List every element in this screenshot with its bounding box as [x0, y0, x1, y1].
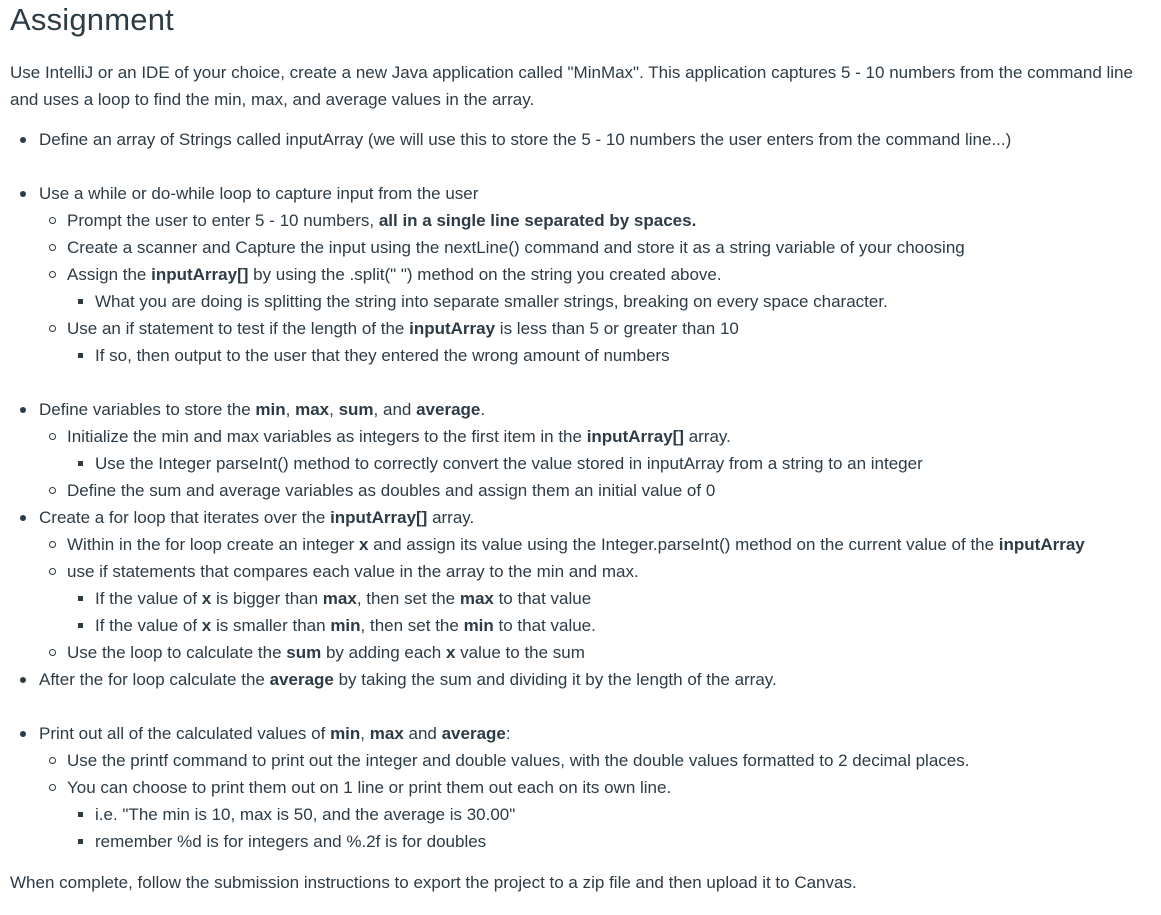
step-list — [10, 720, 1151, 855]
sub-list — [39, 207, 1151, 369]
bullet-icon — [49, 649, 56, 656]
list-item: Print out all of the calculated values of min, max and average: Use the printf command to print out the integer and double values, with the double values formatted to 2 decimal places. You can choose to print them out on 1 line or print them out each on its own line. i.e. "The min is 10, max is 50, and the average is 30.00" remember %d is for integers and %.2f is for doubles — [10, 720, 1151, 855]
list-item: use if statements that compares each value in the array to the min and max. If the value of x is bigger than max, then set the max to that value If the value of x is smaller than min, then set the min to that value. — [39, 558, 1151, 639]
outro-paragraph: When complete, follow the submission instructions to export the project to a zip file and then upload it to Canvas. — [10, 873, 857, 892]
list-item: Create a scanner and Capture the input using the nextLine() command and store it as a string variable of your choosing — [39, 234, 1151, 261]
bullet-icon — [20, 407, 26, 413]
list-item: Define the sum and average variables as doubles and assign them an initial value of 0 — [39, 477, 1151, 504]
list-item: What you are doing is splitting the string into separate smaller strings, breaking on every space character. — [67, 288, 1151, 315]
bullet-icon — [49, 568, 56, 575]
list-item: If the value of x is smaller than min, then set the min to that value. — [67, 612, 1151, 639]
list-item: Use the Integer parseInt() method to correctly convert the value stored in inputArray from a string to an integer — [67, 450, 1151, 477]
list-item: After the for loop calculate the average by taking the sum and dividing it by the length of the array. — [10, 666, 1151, 693]
step-list — [10, 396, 1151, 693]
list-item: If the value of x is bigger than max, then set the max to that value — [67, 585, 1151, 612]
sub-list — [39, 531, 1151, 666]
list-item: Create a for loop that iterates over the inputArray[] array. Within in the for loop create an integer x and assign its value using the Integer.parseInt() method on the current value of the inputArray use if statements that compares each value in the array to the min and max. If the value of x is bigger than max, then set the max to that value If the value of x is smaller than min, then set the min to that value. Use the loop to calculate the sum by adding each x value to the sum — [10, 504, 1151, 666]
sub-list — [67, 801, 1151, 855]
sub-list — [67, 342, 1151, 369]
bullet-icon — [78, 623, 83, 628]
list-item: Use an if statement to test if the length of the inputArray is less than 5 or greater than 10 If so, then output to the user that they entered the wrong amount of numbers — [39, 315, 1151, 369]
page-title: Assignment — [10, 2, 174, 37]
step-list — [10, 126, 1151, 153]
list-item: If so, then output to the user that they entered the wrong amount of numbers — [67, 342, 1151, 369]
bullet-icon — [49, 541, 56, 548]
bullet-icon — [49, 784, 56, 791]
bullet-icon — [78, 839, 83, 844]
list-item: Use the printf command to print out the integer and double values, with the double values formatted to 2 decimal places. — [39, 747, 1151, 774]
sub-list — [67, 450, 1151, 477]
bullet-icon — [20, 677, 26, 683]
bullet-icon — [78, 299, 83, 304]
bullet-icon — [20, 137, 26, 143]
list-item: Within in the for loop create an integer x and assign its value using the Integer.parseInt() method on the current value of the inputArray — [39, 531, 1151, 558]
list-item: i.e. "The min is 10, max is 50, and the average is 30.00" — [67, 801, 1151, 828]
bullet-icon — [49, 325, 56, 332]
bullet-icon — [49, 271, 56, 278]
list-item: Define variables to store the min, max, sum, and average. Initialize the min and max variables as integers to the first item in the inputArray[] array. Use the Integer parseInt() method to correctly convert the value stored in inputArray from a string to an integer Define the sum and average variables as doubles and assign them an initial value of 0 — [10, 396, 1151, 504]
list-item: Define an array of Strings called inputArray (we will use this to store the 5 - 10 numbers the user enters from the command line...) — [10, 126, 1151, 153]
bullet-icon — [20, 731, 26, 737]
bullet-icon — [20, 515, 26, 521]
sub-list — [39, 747, 1151, 855]
list-item: Use the loop to calculate the sum by adding each x value to the sum — [39, 639, 1151, 666]
bullet-icon — [20, 191, 26, 197]
sub-list — [67, 585, 1151, 639]
sub-list — [39, 423, 1151, 504]
bullet-icon — [78, 596, 83, 601]
sub-list — [67, 288, 1151, 315]
list-item: remember %d is for integers and %.2f is for doubles — [67, 828, 1151, 855]
bullet-icon — [49, 244, 56, 251]
bullet-icon — [49, 487, 56, 494]
bullet-icon — [78, 353, 83, 358]
step-list — [10, 180, 1151, 369]
list-item: Initialize the min and max variables as integers to the first item in the inputArray[] array. Use the Integer parseInt() method to correctly convert the value stored in inputArray from a string to an integer — [39, 423, 1151, 477]
bullet-icon — [49, 433, 56, 440]
list-item: Use a while or do-while loop to capture input from the user Prompt the user to enter 5 - 10 numbers, all in a single line separated by spaces. Create a scanner and Capture the input using the nextLine() command and store it as a string variable of your choosing Assign the inputArray[] by using the .split(" ") method on the string you created above. What you are doing is splitting the string into separate smaller strings, breaking on every space character. Use an if statement to test if the length of the inputArray is less than 5 or greater than 10 If so, then output to the user that they entered the wrong amount of numbers — [10, 180, 1151, 369]
bullet-icon — [78, 812, 83, 817]
bullet-icon — [49, 217, 56, 224]
list-item: You can choose to print them out on 1 line or print them out each on its own line. i.e. "The min is 10, max is 50, and the average is 30.00" remember %d is for integers and %.2f is for doubles — [39, 774, 1151, 855]
bullet-icon — [78, 461, 83, 466]
bullet-icon — [49, 757, 56, 764]
list-item: Assign the inputArray[] by using the .split(" ") method on the string you created above. What you are doing is splitting the string into separate smaller strings, breaking on every space character. — [39, 261, 1151, 315]
intro-paragraph: Use IntelliJ or an IDE of your choice, create a new Java application called "MinMax". This application captures 5 - 10 numbers from the command line and uses a loop to find the min, max, and average values in the array. — [10, 63, 1133, 109]
list-item: Prompt the user to enter 5 - 10 numbers, all in a single line separated by spaces. — [39, 207, 1151, 234]
